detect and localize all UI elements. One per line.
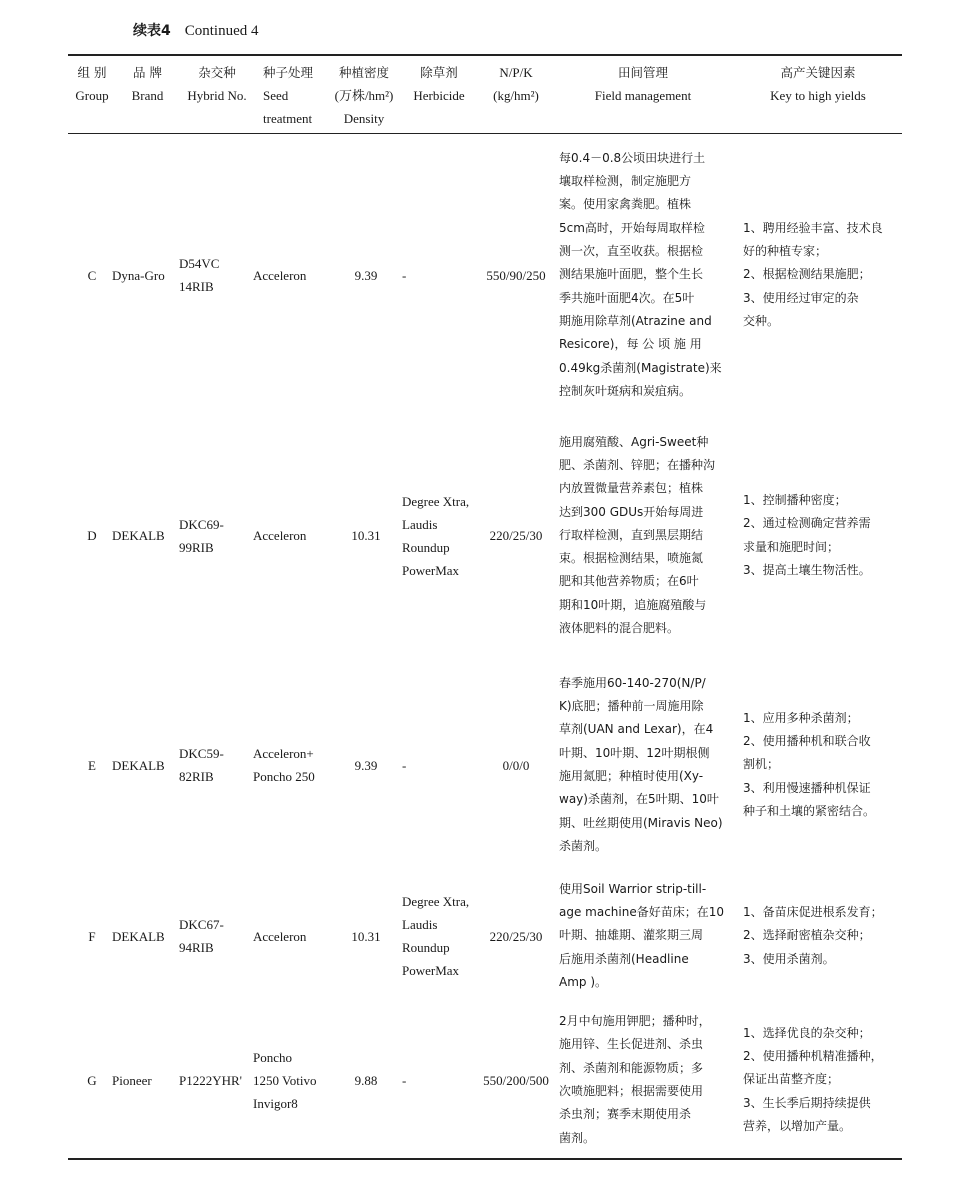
key-to-high-yields-cell-line: 1、选择优良的杂交种； — [743, 1025, 871, 1040]
table-row — [0, 876, 965, 996]
density-cell-line: 9.39 — [354, 757, 378, 773]
key-to-high-yields-cell-line: 求量和施肥时间； — [743, 539, 840, 554]
field-management-cell-line: 肥和其他营养物质；在6叶 — [559, 574, 699, 589]
herbicide-cell-line: - — [402, 757, 407, 773]
key-to-high-yields-cell-line: 割机； — [743, 757, 780, 772]
npk-cell — [474, 145, 558, 405]
key-to-high-yields-cell-line: 3、使用经过审定的杂 — [743, 290, 859, 305]
density-cell-line: 10.31 — [351, 528, 381, 543]
npk-cell-line: 550/90/250 — [486, 267, 546, 283]
caption-en: Continued 4 — [184, 23, 259, 39]
npk-cell-line: 550/200/500 — [483, 1072, 549, 1088]
seed-treatment-cell-line: Invigor8 — [253, 1095, 298, 1111]
hybrid-cell-line: DKC69- — [179, 516, 224, 532]
field-management-cell-line: 季共施叶面肥4次。在5叶 — [559, 290, 695, 305]
table-row — [0, 1010, 965, 1150]
hybrid-cell-line: DKC67- — [179, 917, 224, 932]
field-management-cell-line: 施用锌、生长促进剂、杀虫 — [559, 1037, 704, 1052]
npk-cell — [474, 428, 558, 643]
field-management-cell-line: Resicore)，每 公 顷 施 用 — [559, 337, 702, 352]
header-rule — [68, 133, 902, 134]
key-to-high-yields-cell-line: 3、使用杀菌剂。 — [743, 951, 835, 966]
table-row — [0, 428, 965, 643]
field-management-cell-line: 叶期、抽雄期、灌浆期三周 — [559, 928, 704, 943]
hybrid-cell — [179, 145, 255, 405]
caption-cn: 续表4 — [133, 23, 171, 39]
key-to-high-yields-cell-line: 交种。 — [743, 313, 780, 328]
top-rule — [68, 54, 902, 56]
hybrid-cell — [179, 670, 255, 860]
npk-cell — [474, 876, 558, 996]
table-row — [0, 670, 965, 860]
field-management-cell-line: 施用腐殖酸、Agri-Sweet种 — [559, 434, 709, 449]
brand-cell — [112, 145, 178, 405]
field-management-cell-line: age machine备好苗床；在10 — [559, 905, 725, 920]
field-management-cell — [559, 1010, 727, 1150]
field-management-cell — [559, 670, 727, 860]
group-cell — [72, 1010, 112, 1150]
header-herbicide: 除草剂 Herbicide — [413, 65, 465, 103]
field-management-cell-line: 期、吐丝期使用(Miravis Neo) — [559, 815, 723, 830]
header-npk: N/P/K (kg/hm²) — [493, 65, 539, 103]
key-to-high-yields-cell-line: 1、控制播种密度； — [743, 492, 847, 507]
density-cell-line: 9.39 — [354, 267, 378, 283]
herbicide-cell — [402, 428, 478, 643]
density-cell — [333, 1010, 399, 1150]
seed-treatment-cell — [253, 428, 333, 643]
brand-cell-line: DEKALB — [112, 928, 165, 944]
hybrid-cell-line: P1222YHR' — [179, 1072, 243, 1088]
brand-cell — [112, 428, 178, 643]
npk-cell-line: 0/0/0 — [502, 757, 530, 773]
density-cell-line: 9.88 — [354, 1072, 378, 1088]
field-management-cell-line: 期施用除草剂(Atrazine and — [559, 313, 712, 328]
header-group: 组 别 Group — [75, 65, 109, 103]
field-management-cell — [559, 876, 727, 996]
herbicide-cell-line: Degree Xtra, — [402, 493, 470, 509]
hybrid-cell-line: 82RIB — [179, 769, 214, 784]
field-management-cell — [559, 145, 727, 405]
field-management-cell-line: 内放置微量营养素包；植株 — [559, 481, 704, 496]
hybrid-cell — [179, 1010, 255, 1150]
key-to-high-yields-cell-line: 1、聘用经验丰富、技术良 — [743, 220, 883, 235]
field-management-cell-line: 控制灰叶斑病和炭疽病。 — [559, 383, 692, 398]
seed-treatment-cell-line: 1250 Votivo — [253, 1072, 317, 1088]
key-to-high-yields-cell-line: 2、使用播种机和联合收 — [743, 734, 871, 749]
seed-treatment-cell-line: Poncho 250 — [253, 769, 315, 784]
key-to-high-yields-cell — [743, 428, 895, 643]
seed-treatment-cell-line: Acceleron — [253, 267, 307, 283]
key-to-high-yields-cell-line: 3、提高土壤生物活性。 — [743, 562, 871, 577]
header-field-management: 田间管理 Field management — [594, 65, 692, 103]
field-management-cell-line: 测结果施叶面肥，整个生长 — [559, 267, 704, 282]
seed-treatment-cell-line: Acceleron — [253, 528, 307, 543]
field-management-cell-line: 使用Soil Warrior strip-till- — [559, 881, 707, 896]
hybrid-cell — [179, 876, 255, 996]
herbicide-cell — [402, 145, 478, 405]
header-seed: 种子处理 Seed treatment — [263, 65, 314, 126]
density-cell — [333, 145, 399, 405]
seed-treatment-cell-line: Poncho — [253, 1049, 292, 1065]
group-cell — [72, 428, 112, 643]
brand-cell — [112, 876, 178, 996]
brand-cell-line: Dyna-Gro — [112, 267, 165, 283]
field-management-cell-line: 达到300 GDUs开始每周进 — [559, 504, 704, 519]
density-cell-line: 10.31 — [351, 928, 381, 944]
key-to-high-yields-cell-line: 1、备苗床促进根系发育； — [743, 905, 883, 920]
header-hybrid: 杂交种 Hybrid No. — [187, 65, 247, 103]
herbicide-cell-line: Degree Xtra, — [402, 894, 470, 909]
key-to-high-yields-cell-line: 种子和土壤的紧密结合。 — [743, 803, 876, 818]
herbicide-cell-line: PowerMax — [402, 963, 460, 978]
field-management-cell-line: 后施用杀菌剂(Headline — [559, 951, 689, 966]
key-to-high-yields-cell-line: 3、利用慢速播种机保证 — [743, 780, 871, 795]
seed-treatment-cell — [253, 145, 333, 405]
herbicide-cell-line: Laudis — [402, 917, 438, 932]
field-management-cell-line: 5cm高时，开始每周取样检 — [559, 220, 705, 235]
npk-cell — [474, 670, 558, 860]
field-management-cell-line: K)底肥；播种前一周施用除 — [559, 699, 704, 714]
field-management-cell-line: 杀虫剂；赛季末期使用杀 — [559, 1107, 692, 1122]
seed-treatment-cell — [253, 876, 333, 996]
header-density: 种植密度 (万株/hm²) Density — [334, 65, 394, 126]
herbicide-cell — [402, 670, 478, 860]
hybrid-cell — [179, 428, 255, 643]
field-management-cell — [559, 428, 727, 643]
group-cell-line: F — [88, 928, 96, 944]
key-to-high-yields-cell — [743, 145, 895, 405]
brand-cell — [112, 1010, 178, 1150]
field-management-cell-line: 每0.4－0.8公顷田块进行土 — [559, 150, 706, 165]
key-to-high-yields-cell — [743, 1010, 895, 1150]
field-management-cell-line: 期和10叶期，追施腐殖酸与 — [559, 597, 707, 612]
herbicide-cell-line: - — [402, 1072, 407, 1088]
key-to-high-yields-cell-line: 1、应用多种杀菌剂； — [743, 710, 859, 725]
field-management-cell-line: 壤取样检测，制定施肥方 — [559, 174, 692, 189]
field-management-cell-line: 2月中旬施用钾肥；播种时， — [559, 1014, 711, 1029]
key-to-high-yields-cell-line: 2、根据检测结果施肥； — [743, 267, 871, 282]
field-management-cell-line: 叶期、10叶期、12叶期根侧 — [559, 745, 710, 760]
bottom-rule — [68, 1158, 902, 1160]
group-cell — [72, 876, 112, 996]
brand-cell — [112, 670, 178, 860]
table-caption — [133, 20, 259, 40]
field-management-cell-line: 草剂(UAN and Lexar)，在4 — [559, 722, 714, 737]
seed-treatment-cell — [253, 670, 333, 860]
hybrid-cell-line: 94RIB — [179, 940, 214, 955]
npk-cell-line: 220/25/30 — [489, 528, 543, 543]
herbicide-cell — [402, 1010, 478, 1150]
field-management-cell-line: 杀菌剂。 — [559, 838, 608, 853]
table-row — [0, 145, 965, 405]
field-management-cell-line: 案。使用家禽粪肥。植株 — [559, 197, 692, 212]
key-to-high-yields-cell-line: 2、选择耐密植杂交种； — [743, 928, 871, 943]
key-to-high-yields-cell-line: 2、通过检测确定营养需 — [743, 516, 871, 531]
herbicide-cell-line: Roundup — [402, 940, 450, 955]
group-cell-line: D — [87, 528, 97, 543]
field-management-cell-line: 液体肥料的混合肥料。 — [559, 621, 680, 636]
header-key-to-high-yields: 高产关键因素 Key to high yields — [770, 65, 866, 103]
field-management-cell-line: 0.49kg杀菌剂(Magistrate)来 — [559, 360, 722, 375]
hybrid-cell-line: D54VC — [179, 256, 220, 271]
field-management-cell-line: 施用氮肥；种植时使用(Xy- — [559, 769, 704, 783]
field-management-cell-line: 剂、杀菌剂和能源物质；多 — [559, 1060, 704, 1075]
group-cell — [72, 670, 112, 860]
key-to-high-yields-cell-line: 3、生长季后期持续提供 — [743, 1095, 871, 1110]
key-to-high-yields-cell-line: 保证出苗整齐度； — [743, 1072, 840, 1087]
field-management-cell-line: 春季施用60-140-270(N/P/ — [559, 675, 706, 690]
hybrid-cell-line: 14RIB — [179, 279, 214, 294]
field-management-cell-line: 次喷施肥料；根据需要使用 — [559, 1084, 704, 1098]
field-management-cell-line: way)杀菌剂，在5叶期、10叶 — [559, 792, 719, 807]
group-cell-line: G — [87, 1072, 97, 1088]
field-management-cell-line: 测一次，直至收获。根据检 — [559, 244, 704, 259]
header-brand: 品 牌 Brand — [131, 65, 164, 103]
field-management-cell-line: 肥、杀菌剂、锌肥；在播种沟 — [559, 457, 716, 472]
herbicide-cell — [402, 876, 478, 996]
seed-treatment-cell-line: Acceleron+ — [253, 746, 314, 761]
key-to-high-yields-cell — [743, 876, 895, 996]
npk-cell-line: 220/25/30 — [489, 928, 543, 944]
hybrid-cell-line: DKC59- — [179, 746, 224, 761]
brand-cell-line: Pioneer — [112, 1072, 152, 1088]
field-management-cell-line: 束。根据检测结果，喷施氮 — [559, 551, 704, 566]
key-to-high-yields-cell-line: 好的种植专家； — [743, 244, 828, 259]
herbicide-cell-line: PowerMax — [402, 562, 460, 578]
group-cell — [72, 145, 112, 405]
seed-treatment-cell — [253, 1010, 333, 1150]
seed-treatment-cell-line: Acceleron — [253, 928, 307, 944]
field-management-cell-line: Amp )。 — [559, 974, 608, 989]
herbicide-cell-line: Roundup — [402, 539, 450, 555]
density-cell — [333, 670, 399, 860]
herbicide-cell-line: Laudis — [402, 516, 438, 532]
brand-cell-line: DEKALB — [112, 528, 165, 543]
field-management-cell-line: 行取样检测，直到黑层期结 — [559, 527, 704, 542]
group-cell-line: E — [88, 757, 96, 773]
field-management-cell-line: 菌剂。 — [559, 1130, 596, 1145]
npk-cell — [474, 1010, 558, 1150]
brand-cell-line: DEKALB — [112, 757, 165, 773]
hybrid-cell-line: 99RIB — [179, 539, 214, 555]
key-to-high-yields-cell — [743, 670, 895, 860]
herbicide-cell-line: - — [402, 267, 407, 283]
key-to-high-yields-cell-line: 2、使用播种机精准播种， — [743, 1049, 883, 1064]
group-cell-line: C — [87, 267, 97, 283]
key-to-high-yields-cell-line: 营养，以增加产量。 — [743, 1118, 852, 1133]
density-cell — [333, 876, 399, 996]
density-cell — [333, 428, 399, 643]
